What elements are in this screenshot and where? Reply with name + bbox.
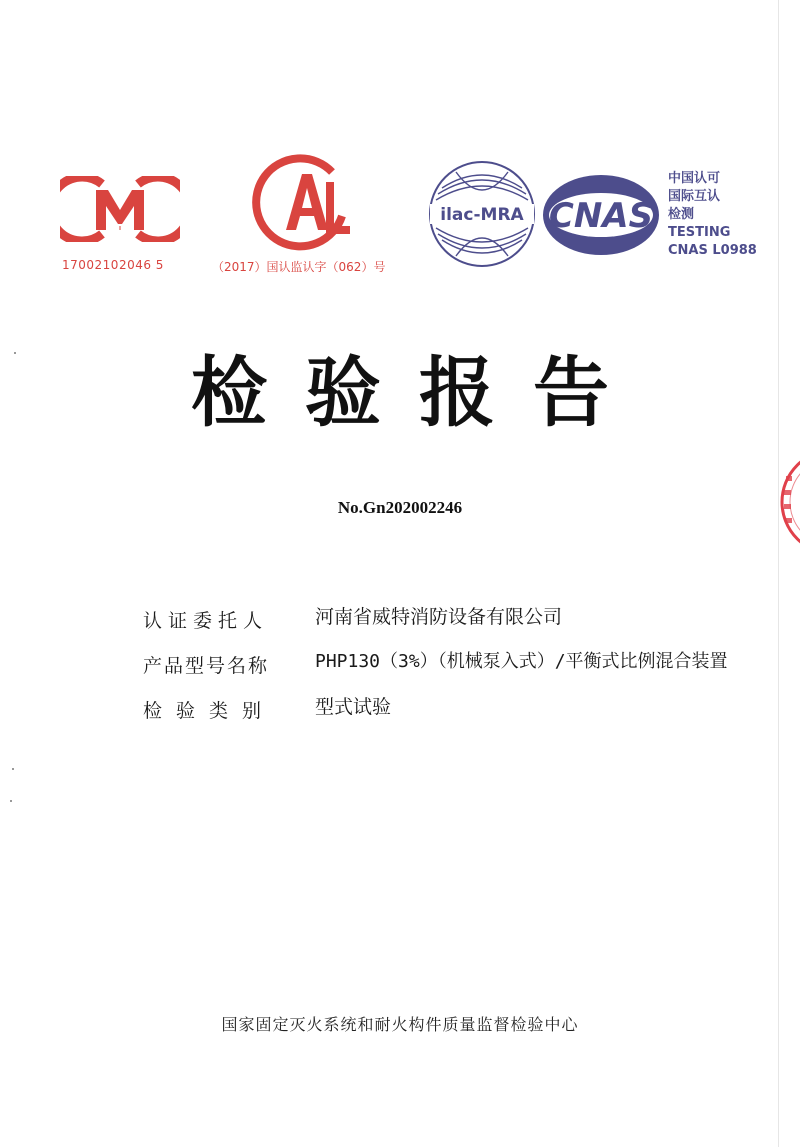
field-label: 认证委托人 <box>143 610 269 632</box>
ilac-mra-logo-icon <box>426 158 538 270</box>
scan-speck <box>14 352 16 354</box>
seal-stamp-icon <box>772 448 800 556</box>
field-row-client <box>143 606 783 633</box>
cma-logo-icon <box>60 176 180 242</box>
field-value: 河南省威特消防设备有限公司 <box>315 606 563 628</box>
scan-speck <box>12 768 14 770</box>
field-row-product <box>143 651 783 678</box>
field-value: PHP130（3%）（机械泵入式）/平衡式比例混合装置 <box>315 651 728 672</box>
cnas-line: TESTING <box>668 225 731 240</box>
svg-text:ilac-MRA: ilac-MRA <box>440 205 524 225</box>
cal-logo-icon <box>250 152 360 252</box>
field-label: 检验类别 <box>143 700 276 722</box>
report-title: 检验报告 <box>191 348 647 437</box>
cnas-line: 检测 <box>668 207 695 222</box>
page-edge-line <box>778 0 779 1147</box>
cal-certificate-code: （2017）国认监认字（062）号 <box>212 260 386 274</box>
cnas-line: 中国认可 <box>668 171 721 186</box>
field-value: 型式试验 <box>315 696 392 718</box>
cnas-accreditation-text <box>668 170 757 260</box>
cnas-line: CNAS L0988 <box>668 243 757 258</box>
report-info-fields <box>143 606 783 741</box>
report-number: No.Gn202002246 <box>337 498 463 517</box>
scan-speck <box>10 800 12 802</box>
svg-text:CNAS: CNAS <box>548 196 654 236</box>
field-label: 产品型号名称 <box>143 655 270 677</box>
cnas-line: 国际互认 <box>668 189 721 204</box>
cma-certificate-code: 17002102046 5 <box>62 258 164 272</box>
cnas-logo-icon <box>540 172 662 258</box>
issuing-organization: 国家固定灭火系统和耐火构件质量监督检验中心 <box>221 1015 579 1034</box>
field-row-test-type <box>143 696 783 723</box>
